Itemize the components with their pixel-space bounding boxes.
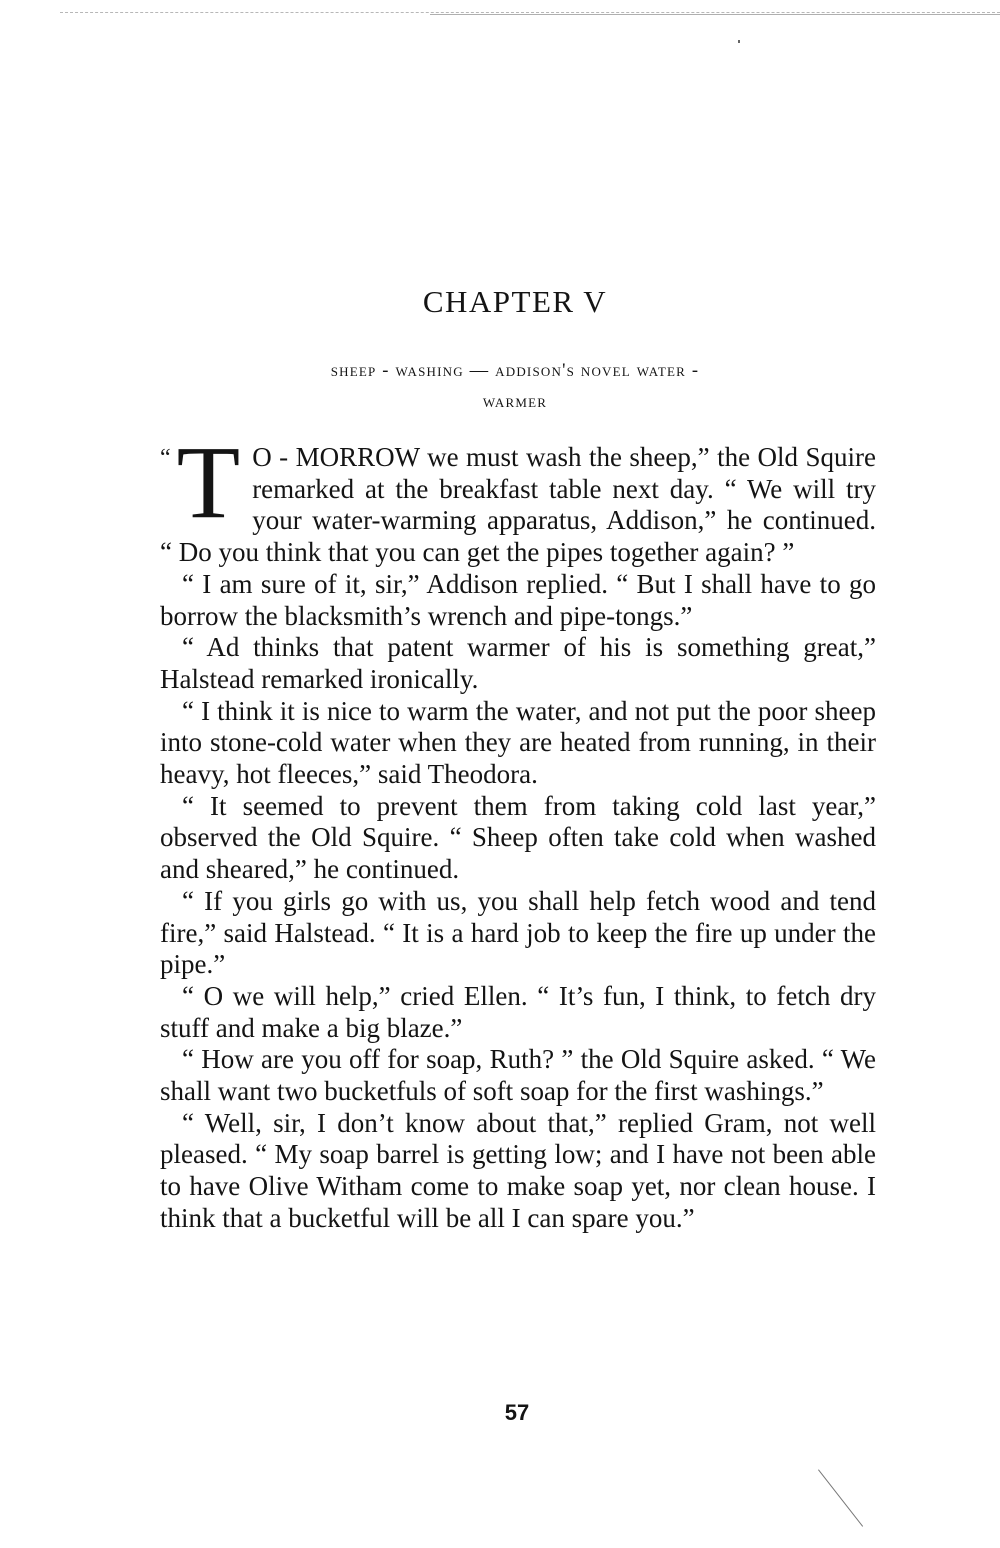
chapter-body <box>160 425 876 1235</box>
paragraph: “ How are you off for soap, Ruth? ” the Old Squire asked. “ We shall want two bucketfuls of soft soap for the first washings.” <box>160 1044 876 1107</box>
chapter-subtitle <box>190 356 840 418</box>
chapter-subtitle-line: warmer <box>482 392 548 412</box>
chapter-title: CHAPTER V <box>422 284 608 319</box>
paragraph: “ Well, sir, I don’t know about that,” replied Gram, not well pleased. “ My soap barrel is getting low; and I have not been able to have Olive Witham come to make soap yet, nor clean house. I think that a bucketful will be all I can spare you.” <box>160 1107 876 1233</box>
paragraph: “ Ad thinks that patent warmer of his is something great,” Halstead remarked ironically. <box>160 632 876 694</box>
opening-quote-mark: “ <box>160 445 171 471</box>
paragraph: “ I am sure of it, sir,” Addison replied. “ But I shall have to go borrow the blacksmith’s wrench and pipe-tongs.” <box>160 568 876 631</box>
chapter-subtitle-line: sheep - washing — addison's novel water - <box>330 361 700 381</box>
paragraph: “ It seemed to prevent them from taking cold last year,” observed the Old Squire. “ Sheep often take cold when washed and sheared,” he continued. <box>160 790 876 885</box>
opening-text: O - MORROW we must wash the sheep,” the Old Squire remarked at the breakfast table next day. “ We will try your water-warming apparatus, Addison,” he continued. “ Do you think that you can get the pipes together again? ” <box>160 442 876 568</box>
opening-paragraph <box>160 425 876 569</box>
scan-edge-line <box>430 14 1000 15</box>
paragraph: “ I think it is nice to warm the water, and not put the poor sheep into stone-cold water when they are heated from running, in their heavy, hot fleeces,” said Theodora. <box>160 695 876 790</box>
scan-corner-mark <box>818 1469 863 1526</box>
drop-cap: T <box>176 425 241 540</box>
paragraph: “ If you girls go with us, you shall help fetch wood and tend fire,” said Halstead. “ It is a hard job to keep the fire up under the pipe.” <box>160 885 876 980</box>
page-number: 57 <box>504 1400 530 1425</box>
paragraph: “ O we will help,” cried Ellen. “ It’s fun, I think, to fetch dry stuff and make a big blaze.” <box>160 980 876 1043</box>
scan-speck <box>738 40 740 43</box>
